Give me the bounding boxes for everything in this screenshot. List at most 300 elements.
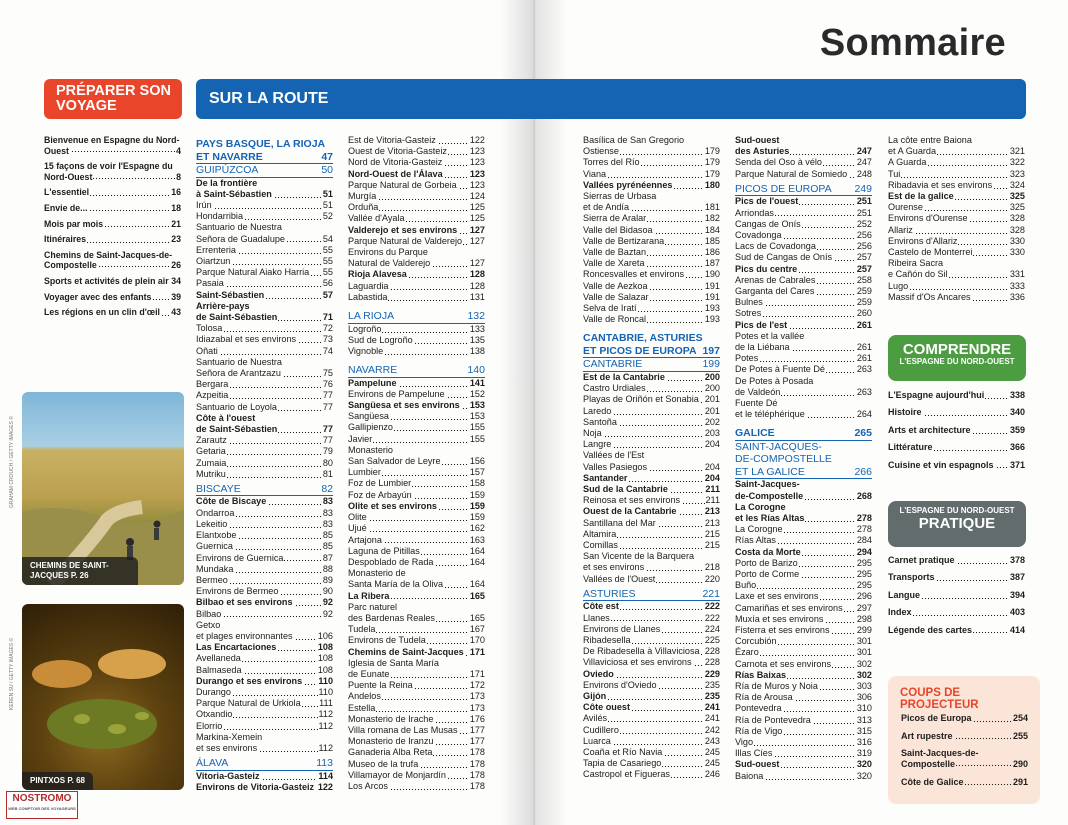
toc-entry-title: Langre xyxy=(583,439,612,450)
toc-entry-page: 155 xyxy=(469,422,485,433)
toc-entry xyxy=(583,169,720,180)
toc-entry xyxy=(196,189,333,200)
toc-entry xyxy=(196,530,333,541)
toc-entry-title: Ézaro xyxy=(735,647,759,658)
toc-entry-page: 414 xyxy=(1009,624,1025,635)
toc-entry xyxy=(348,725,485,736)
toc-entry-title: Foz de Lumbier xyxy=(348,478,412,489)
toc-entry xyxy=(196,732,333,743)
toc-entry xyxy=(196,458,333,469)
toc-entry-title: Pasaia xyxy=(196,278,224,289)
toc-entry-title: GALICE xyxy=(735,427,775,440)
toc-entry xyxy=(735,502,872,513)
toc-entry-title: Ouest de la Cantabrie xyxy=(583,506,677,517)
toc-entry-page: 74 xyxy=(322,345,333,356)
toc-entry-page: 295 xyxy=(856,557,872,568)
toc-entry-title: Sangüesa xyxy=(348,411,389,422)
toc-entry xyxy=(735,241,872,252)
toc-entry-page: 156 xyxy=(469,456,485,467)
toc-entry-title: Castro Urdiales xyxy=(583,383,646,394)
toc-entry xyxy=(583,157,720,168)
toc-entry xyxy=(735,737,872,748)
toc-entry xyxy=(583,680,720,691)
toc-entry-title: Avilés xyxy=(583,713,608,724)
toc-entry-title: Fuente Dé xyxy=(735,397,778,408)
toc-preparer-column xyxy=(44,135,181,323)
toc-entry-title: Getxo xyxy=(196,619,221,630)
toc-entry-page: 177 xyxy=(469,724,485,735)
toc-entry-title: Environs de Bermeo xyxy=(196,586,279,597)
toc-entry-page: 165 xyxy=(469,590,485,601)
toc-entry xyxy=(583,736,720,747)
toc-entry-title: De la frontière xyxy=(196,177,258,188)
toc-entry xyxy=(735,603,872,614)
toc-entry-title: Castropol et Figueras xyxy=(583,769,670,780)
toc-entry xyxy=(583,574,720,585)
toc-entry-title: Getaria xyxy=(196,446,226,457)
toc-entry xyxy=(583,383,720,394)
toc-entry-page: 315 xyxy=(856,725,872,736)
toc-entry-page: 179 xyxy=(704,157,720,168)
toc-entry-page: 83 xyxy=(322,518,333,529)
toc-entry-page: 85 xyxy=(322,541,333,552)
toc-entry xyxy=(735,376,872,387)
toc-entry-page: 249 xyxy=(854,182,872,195)
toc-entry-title: et A Guarda xyxy=(888,146,937,157)
toc-entry xyxy=(583,292,720,303)
toc-entry-page: 213 xyxy=(704,517,720,528)
toc-entry-title: à Saint-Sébastien xyxy=(196,188,272,199)
toc-entry xyxy=(44,250,181,271)
toc-entry-title: Pics du centre xyxy=(735,263,798,274)
toc-entry xyxy=(735,715,872,726)
toc-entry-title: Envie de... xyxy=(44,202,88,213)
toc-entry-page: 73 xyxy=(322,334,333,345)
toc-entry xyxy=(583,417,720,428)
toc-entry-page: 133 xyxy=(469,323,485,334)
toc-entry xyxy=(348,335,485,346)
toc-entry-title: Allariz xyxy=(888,224,913,235)
toc-entry-title: Artajona xyxy=(348,534,382,545)
toc-entry-page: 333 xyxy=(1009,280,1025,291)
toc-entry xyxy=(196,564,333,575)
toc-entry xyxy=(888,269,1025,280)
toc-entry xyxy=(583,484,720,495)
toc-entry-title: e Cañón do Sil xyxy=(888,269,948,280)
toc-entry xyxy=(583,372,720,383)
toc-entry-page: 215 xyxy=(704,540,720,550)
toc-entry-title: Fisterra et ses environs xyxy=(735,625,830,636)
toc-entry-title: ET NAVARRE xyxy=(196,150,263,163)
toc-entry xyxy=(196,469,333,480)
toc-entry xyxy=(735,659,872,670)
toc-entry xyxy=(196,665,333,676)
toc-entry-title: Zumaia xyxy=(196,457,227,468)
toc-entry xyxy=(348,213,485,224)
toc-entry xyxy=(44,161,181,182)
toc-entry-title: Oñati xyxy=(196,345,218,356)
toc-entry-title: Irún xyxy=(196,199,212,210)
toc-entry-page: 218 xyxy=(704,562,720,573)
toc-entry-page: 16 xyxy=(171,187,181,198)
toc-entry-page: 371 xyxy=(1009,459,1025,470)
toc-entry-page: 204 xyxy=(704,439,720,450)
toc-entry xyxy=(583,669,720,680)
toc-entry-title: Oviedo xyxy=(583,668,614,679)
toc-entry-title: Coaña et Río Navia xyxy=(583,746,663,757)
toc-entry-title: et plages environnantes xyxy=(196,630,293,641)
toc-entry-page: 127 xyxy=(469,224,485,235)
toc-entry xyxy=(348,635,485,646)
toc-entry-page: 261 xyxy=(856,353,872,364)
toc-entry xyxy=(583,281,720,292)
toc-entry xyxy=(583,646,720,657)
toc-entry xyxy=(888,225,1025,236)
toc-entry-title: Pics de l'ouest xyxy=(735,196,799,207)
toc-entry xyxy=(583,135,720,146)
toc-entry xyxy=(583,450,720,461)
toc-entry-page: 71 xyxy=(322,311,333,322)
spacer xyxy=(583,325,720,329)
toc-entry-page: 261 xyxy=(856,319,872,330)
toc-entry-title: Arriondas xyxy=(735,207,774,218)
toc-entry-page: 128 xyxy=(469,269,485,280)
toc-entry xyxy=(583,506,720,517)
toc-entry xyxy=(583,691,720,702)
toc-entry-page: 167 xyxy=(469,624,485,635)
toc-entry-title: Olite et ses environs xyxy=(348,500,437,511)
toc-entry-title: Corcubión xyxy=(735,636,777,647)
toc-entry-page: 108 xyxy=(317,642,333,653)
toc-entry-page: 201 xyxy=(704,394,720,405)
toc-entry xyxy=(583,657,720,668)
toc-entry-page: 297 xyxy=(856,602,872,613)
toc-entry xyxy=(196,211,333,222)
toc-entry xyxy=(583,702,720,713)
toc-entry-title: Vignoble xyxy=(348,345,384,356)
toc-entry-page: 159 xyxy=(469,489,485,500)
toc-entry-page: 112 xyxy=(318,709,333,720)
toc-entry-title: Viana xyxy=(583,168,607,179)
toc-entry-page: 180 xyxy=(704,179,720,190)
toc-entry-page: 330 xyxy=(1009,235,1025,246)
toc-entry-page: 165 xyxy=(469,612,485,623)
toc-entry xyxy=(888,625,1025,636)
toc-entry xyxy=(348,759,485,770)
toc-entry-page: 221 xyxy=(702,587,720,600)
toc-entry-page: 204 xyxy=(704,472,720,483)
toc-entry xyxy=(735,308,872,319)
toc-entry-page: 224 xyxy=(704,623,720,634)
toc-entry-title: Villa romana de Las Musas xyxy=(348,724,458,735)
toc-entry-title: Côte de Biscaye xyxy=(196,496,267,507)
toc-entry-title: NAVARRE xyxy=(348,364,398,377)
toc-entry xyxy=(44,234,181,245)
toc-entry-page: 197 xyxy=(702,344,720,357)
toc-entry xyxy=(196,698,333,709)
toc-entry-title: Bilbao xyxy=(196,608,222,619)
toc-entry xyxy=(735,759,872,770)
toc-entry-page: 85 xyxy=(322,530,333,541)
toc-entry-title: Ría de Muros y Noia xyxy=(735,681,818,692)
toc-entry xyxy=(348,400,485,411)
banner-comprendre xyxy=(888,335,1026,381)
toc-entry-page: 378 xyxy=(1009,555,1025,565)
toc-entry-title: Vallées pyrénéennes xyxy=(583,179,673,190)
toc-entry-page: 330 xyxy=(1009,247,1025,258)
toc-entry-title: Idiazabal et ses environs xyxy=(196,334,297,345)
toc-entry-page: 340 xyxy=(1009,407,1025,418)
toc-entry-page: 225 xyxy=(704,634,720,645)
toc-entry-title: Muxía et ses environs xyxy=(735,613,824,624)
toc-entry xyxy=(888,213,1025,224)
toc-entry-title: Roncesvalles et environs xyxy=(583,269,685,280)
toc-entry-page: 179 xyxy=(704,146,720,157)
toc-entry-title: Les régions en un clin d'œil xyxy=(44,307,160,318)
toc-entry-page: 138 xyxy=(469,345,485,356)
toc-entry-page: 34 xyxy=(171,275,181,286)
toc-entry-page: 211 xyxy=(705,483,720,494)
toc-entry xyxy=(735,535,872,546)
toc-entry xyxy=(735,636,872,647)
toc-entry xyxy=(888,390,1025,401)
toc-entry xyxy=(348,602,485,613)
toc-entry-title: Sotres xyxy=(735,308,762,319)
toc-entry-page: 170 xyxy=(469,635,485,646)
toc-entry xyxy=(735,726,872,737)
toc-entry-page: 163 xyxy=(469,534,485,545)
toc-entry-page: 251 xyxy=(856,207,872,218)
toc-entry-page: 153 xyxy=(469,400,485,411)
toc-entry xyxy=(348,703,485,714)
pratique-title: PRATIQUE xyxy=(918,514,996,532)
toc-entry-title: Côte de Galice xyxy=(901,776,964,787)
toc-entry-page: 178 xyxy=(469,747,485,758)
toc-entry xyxy=(583,428,720,439)
toc-entry-page: 303 xyxy=(856,681,872,692)
toc-entry-page: 359 xyxy=(1009,424,1025,435)
toc-entry-page: 245 xyxy=(704,758,720,769)
toc-entry-page: 319 xyxy=(856,748,872,759)
toc-entry-title: Baiona xyxy=(735,770,764,781)
toc-entry-title: Estella xyxy=(348,702,376,713)
toc-entry-title: Luarca xyxy=(583,735,611,746)
toc-entry-page: 112 xyxy=(318,742,333,753)
toc-entry xyxy=(196,496,333,507)
toc-entry xyxy=(901,777,1028,788)
toc-entry xyxy=(888,258,1025,269)
toc-entry-title: Avellaneda xyxy=(196,653,241,664)
toc-entry-title: Nord-Ouest de l'Álava xyxy=(348,168,443,179)
toc-entry-page: 320 xyxy=(856,770,872,781)
toc-entry-page: 265 xyxy=(854,427,872,440)
toc-entry-page: 258 xyxy=(856,274,872,285)
toc-entry-page: 152 xyxy=(469,388,485,399)
toc-entry-title: Hondarribia xyxy=(196,211,244,222)
toc-entry-page: 191 xyxy=(704,291,720,302)
toc-entry-page: 23 xyxy=(171,234,181,245)
toc-entry xyxy=(44,292,181,303)
toc-entry-title: Voyager avec des enfants xyxy=(44,291,152,302)
toc-entry xyxy=(735,297,872,308)
toc-entry-title: Ganaderia Alba Reta xyxy=(348,747,433,758)
toc-section-heading xyxy=(583,588,720,602)
toc-entry-title: Environs d'Ourense xyxy=(888,213,968,224)
toc-entry xyxy=(735,591,872,602)
toc-entry xyxy=(196,541,333,552)
pratique-subtitle: L'ESPAGNE DU NORD-OUEST xyxy=(899,506,1015,515)
toc-entry-title: ASTURIES xyxy=(583,587,636,600)
toc-entry-title: Santuario de Nuestra xyxy=(196,222,282,233)
toc-entry-title: Parque Natural de Valderejo xyxy=(348,235,463,246)
toc-entry-page: 243 xyxy=(704,735,720,746)
toc-entry-title: Parque Natural de Somiedo xyxy=(735,168,848,179)
toc-entry-title: Monasterio de Irache xyxy=(348,713,434,724)
toc-section-heading xyxy=(348,364,485,378)
toc-entry-title: Zarautz xyxy=(196,435,227,446)
toc-entry xyxy=(583,529,720,540)
toc-entry-page: 52 xyxy=(322,211,333,222)
toc-entry xyxy=(348,512,485,523)
toc-entry xyxy=(196,782,333,793)
toc-entry-title: GUIPÚZCOA xyxy=(196,164,259,176)
toc-entry-page: 110 xyxy=(318,675,333,686)
toc-entry-page: 193 xyxy=(704,314,720,325)
toc-entry-title: Sierras de Urbasa xyxy=(583,191,657,202)
toc-entry-title: Rioja Alavesa xyxy=(348,269,407,280)
toc-entry-title: Art rupestre xyxy=(901,730,953,741)
toc-entry-title: Azpeitia xyxy=(196,390,229,401)
book-gutter xyxy=(500,0,568,825)
toc-entry xyxy=(735,398,872,409)
toc-entry-page: 251 xyxy=(856,196,872,207)
toc-entry xyxy=(348,535,485,546)
toc-entry-page: 77 xyxy=(322,390,333,401)
toc-entry-page: 92 xyxy=(322,597,333,608)
toc-entry-title: Murgía xyxy=(348,191,377,202)
toc-entry xyxy=(583,495,720,506)
toc-entry-title: Nord de Vitoria-Gasteiz xyxy=(348,157,443,168)
toc-entry-page: 176 xyxy=(469,713,485,724)
toc-entry xyxy=(196,508,333,519)
toc-entry xyxy=(196,346,333,357)
toc-entry-title: La Corogne xyxy=(735,524,783,535)
toc-section-heading xyxy=(196,151,333,165)
toc-entry-title: Elorrio xyxy=(196,720,223,731)
toc-entry xyxy=(196,771,333,782)
toc-entry xyxy=(348,613,485,624)
toc-entry-title: Est de la Cantabrie xyxy=(583,371,665,382)
toc-column-4 xyxy=(735,135,872,782)
toc-entry-title: Ujué xyxy=(348,523,367,534)
toc-entry-title: Torres del Río xyxy=(583,157,640,168)
toc-entry xyxy=(196,676,333,687)
banner-preparer-voyage: PRÉPARER SON VOYAGE xyxy=(44,79,182,119)
toc-entry xyxy=(196,642,333,653)
toc-entry xyxy=(348,490,485,501)
toc-entry-page: 213 xyxy=(704,506,720,517)
toc-entry-title: Logroño xyxy=(348,323,382,334)
coups-de-projecteur-box xyxy=(888,676,1040,804)
toc-entry-title: Arts et architecture xyxy=(888,424,971,435)
toc-section-heading xyxy=(348,310,485,324)
toc-entry xyxy=(348,714,485,725)
toc-entry-title: Vigo xyxy=(735,737,754,748)
toc-entry-title: Parque Natural de Gorbeia xyxy=(348,179,457,190)
toc-entry-page: 123 xyxy=(469,179,485,190)
toc-entry-page: 242 xyxy=(704,724,720,735)
toc-entry-title: Environs du Parque xyxy=(348,247,428,258)
toc-entry-page: 171 xyxy=(469,668,485,679)
toc-entry-title: Histoire xyxy=(888,407,922,418)
toc-entry xyxy=(196,413,333,424)
toc-entry xyxy=(888,157,1025,168)
toc-entry-title: Rías Baixas xyxy=(735,669,787,680)
toc-entry-title: Gijón xyxy=(583,690,607,701)
toc-entry-page: 290 xyxy=(1012,759,1028,769)
toc-entry xyxy=(196,653,333,664)
toc-section-heading xyxy=(735,466,872,480)
toc-entry-title: Laguna de Pitillas xyxy=(348,545,420,556)
toc-entry-title: Environs de Pampelune xyxy=(348,388,445,399)
toc-entry-page: 256 xyxy=(856,229,872,240)
toc-entry-title: PICOS DE EUROPA xyxy=(735,182,832,195)
toc-entry xyxy=(583,146,720,157)
toc-entry-page: 179 xyxy=(704,168,720,179)
toc-entry xyxy=(888,590,1025,601)
toc-entry xyxy=(735,146,872,157)
toc-section-heading xyxy=(735,183,872,197)
toc-entry-page: 122 xyxy=(469,135,485,145)
toc-entry xyxy=(196,597,333,608)
toc-entry xyxy=(583,518,720,529)
toc-entry-page: 83 xyxy=(322,496,333,507)
toc-entry xyxy=(196,334,333,345)
toc-entry-page: 83 xyxy=(322,507,333,518)
toc-entry-title: ÁLAVA xyxy=(196,757,229,770)
toc-entry-page: 55 xyxy=(322,267,333,278)
toc-entry-page: 108 xyxy=(317,653,333,664)
toc-entry-title: Parque Natural de Urkiola xyxy=(196,698,301,709)
toc-entry-title: Altamira xyxy=(583,528,617,539)
toc-entry-page: 403 xyxy=(1009,607,1025,618)
toc-entry-title: Carnet pratique xyxy=(888,555,955,565)
toc-entry-title: Selva de Iratí xyxy=(583,303,637,314)
toc-entry-title: Valle de Aezkoa xyxy=(583,280,648,291)
toc-entry-title: ET LA GALICE xyxy=(735,465,805,478)
toc-entry-page: 76 xyxy=(322,379,333,390)
toc-entry-title: De Ribadesella à Villaviciosa xyxy=(583,646,700,657)
toc-entry xyxy=(735,748,872,759)
photo-credit-2: KEREN SU / GETTY IMAGES © xyxy=(9,637,15,710)
toc-entry-page: 178 xyxy=(469,758,485,769)
toc-entry-title: Picos de Europa xyxy=(901,713,972,723)
toc-entry xyxy=(583,202,720,213)
toc-entry xyxy=(196,424,333,435)
toc-entry-page: 112 xyxy=(318,720,333,731)
toc-entry-title: des Asturies xyxy=(735,146,790,157)
toc-entry-title: Cangas de Onís xyxy=(735,218,801,229)
toc-entry xyxy=(583,236,720,247)
toc-column-3 xyxy=(583,135,720,781)
toc-entry-title: Santoña xyxy=(583,416,617,427)
toc-entry xyxy=(735,353,872,364)
toc-entry xyxy=(583,551,720,562)
toc-entry xyxy=(348,346,485,357)
toc-entry-title: Labastida xyxy=(348,291,388,302)
toc-entry-title: et ses environs xyxy=(583,562,645,573)
toc-entry-page: 164 xyxy=(469,579,485,590)
